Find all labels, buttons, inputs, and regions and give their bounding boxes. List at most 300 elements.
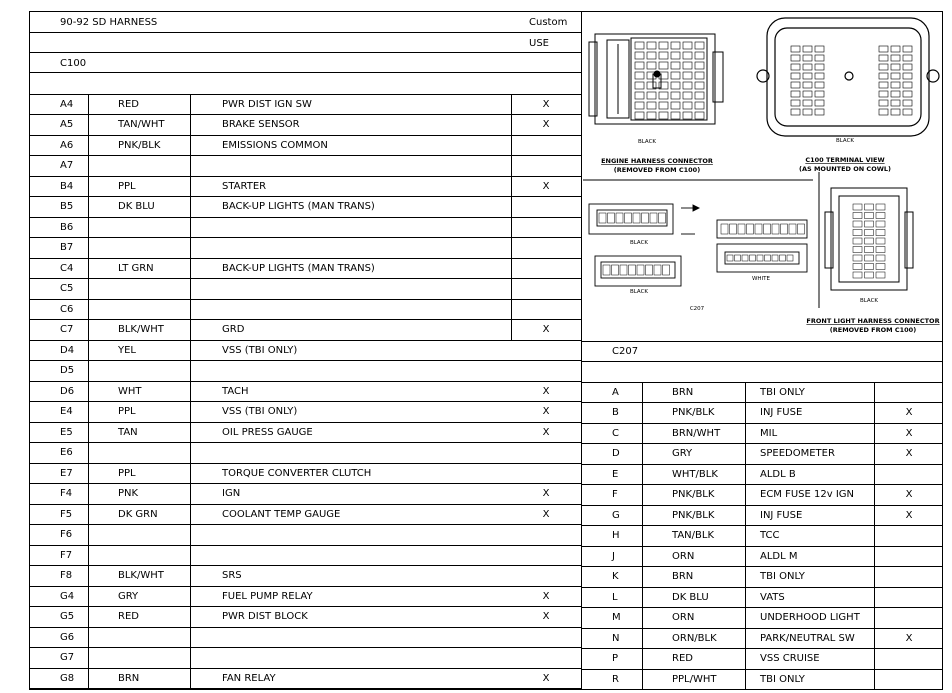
wire-color-cell: WHT/BLK <box>672 468 718 480</box>
c100-pin-cell <box>891 100 900 106</box>
circuit-cell: SPEEDOMETER <box>760 448 835 459</box>
engine-pin-cell <box>647 102 656 109</box>
table-row-rule <box>29 401 581 402</box>
engine-pin-cell <box>683 42 692 49</box>
wire-color-cell: BRN <box>118 672 140 684</box>
engine-pin-cell <box>671 82 680 89</box>
pin-cell: C7 <box>60 324 74 335</box>
c100-pin-cell <box>879 55 888 61</box>
wire-color-cell: PNK/BLK <box>672 407 715 418</box>
front-pin-cell <box>853 221 862 227</box>
engine-pin-grid <box>635 42 704 119</box>
c100-pin-cell <box>815 46 824 52</box>
engine-pin-cell <box>671 92 680 99</box>
pin-cell: F <box>612 489 618 500</box>
wire-color-cell: WHT <box>118 385 142 397</box>
c100-pin-cell <box>903 100 912 106</box>
circuit-cell: MIL <box>760 427 778 439</box>
pin-cell: D <box>612 448 620 459</box>
circuit-cell: TACH <box>222 385 249 397</box>
pin-cell: C4 <box>60 262 74 274</box>
pin-cell: A6 <box>60 139 74 151</box>
circuit-cell: OIL PRESS GAUGE <box>222 426 313 438</box>
wire-color-cell: ORN/BLK <box>672 632 717 644</box>
pin-cell: N <box>612 632 620 644</box>
connector-diagrams <box>583 12 942 337</box>
c100-black-text: BLACK <box>835 138 855 144</box>
table-row-rule <box>29 381 581 382</box>
wire-color-cell: PPL <box>118 180 136 192</box>
wire-color-cell: BLK/WHT <box>118 570 164 581</box>
front-pin-cell <box>853 204 862 210</box>
circuit-cell: TBI ONLY <box>760 386 805 398</box>
wire-color-cell: TAN/WHT <box>118 119 165 130</box>
circuit-cell: FUEL PUMP RELAY <box>222 590 313 602</box>
c207-pin-cell <box>663 265 670 275</box>
table-row-rule <box>29 442 581 443</box>
c100-pin-cell <box>879 100 888 106</box>
pin-cell: A5 <box>60 119 74 130</box>
pin-cell: J <box>612 550 615 562</box>
pin-cell: C6 <box>60 303 74 315</box>
c100-pin-cell <box>815 73 824 79</box>
pin-cell: R <box>612 673 619 685</box>
engine-pin-cell <box>695 52 704 59</box>
engine-pin-cell <box>635 112 644 119</box>
circuit-cell: VSS (TBI ONLY) <box>222 344 298 356</box>
table-row-rule <box>29 586 581 587</box>
table-row-rule <box>29 299 581 300</box>
front-caption-2: (REMOVED FROM C100) <box>829 326 917 334</box>
table-row-rule <box>29 237 581 238</box>
pin-cell: A7 <box>60 160 74 171</box>
engine-pin-cell <box>683 52 692 59</box>
pin-cell: D4 <box>60 344 75 356</box>
wire-color-cell: YEL <box>118 344 136 356</box>
front-pin-cell <box>876 272 885 278</box>
front-pin-cell <box>865 247 874 253</box>
c207-pin-cell <box>620 265 627 275</box>
table-row-rule <box>29 278 581 279</box>
table-row-rule <box>29 422 581 423</box>
c100-pin-cell <box>803 55 812 61</box>
use-cell: X <box>542 385 550 397</box>
use-cell: X <box>905 509 913 521</box>
circuit-cell: UNDERHOOD LIGHT <box>760 612 860 623</box>
custom-header: Custom <box>529 17 568 28</box>
c100-pin-cell <box>791 82 800 88</box>
pin-cell: F6 <box>60 529 73 540</box>
pin-cell: G5 <box>60 611 75 622</box>
engine-pin-cell <box>671 62 680 69</box>
pin-cell: D6 <box>60 385 75 397</box>
circuit-cell: BACK-UP LIGHTS (MAN TRANS) <box>222 201 375 212</box>
circuit-cell: EMISSIONS COMMON <box>222 139 328 151</box>
c207-row-rule <box>581 484 943 485</box>
c100-pin-cell <box>803 91 812 97</box>
circuit-cell: VSS CRUISE <box>760 653 820 664</box>
c207-pin-cell <box>765 255 771 261</box>
c207-row-rule <box>581 587 943 588</box>
wire-color-cell: BLK/WHT <box>118 324 164 335</box>
c100-pin-cell <box>879 46 888 52</box>
use-cell: X <box>905 489 913 500</box>
wire-color-cell: GRY <box>672 448 693 459</box>
c207-row-rule <box>581 402 943 403</box>
front-pin-cell <box>853 230 862 236</box>
c100-pin-cell <box>815 55 824 61</box>
engine-caption-1: ENGINE HARNESS CONNECTOR <box>601 157 713 165</box>
wire-color-cell: LT GRN <box>118 262 154 274</box>
engine-pin-cell <box>695 92 704 99</box>
front-pin-cell <box>853 272 862 278</box>
front-pin-grid <box>853 204 885 278</box>
table-row-rule <box>29 524 581 525</box>
c207-pin-cell <box>742 255 748 261</box>
front-pin-cell <box>853 247 862 253</box>
pin-cell: D5 <box>60 365 75 376</box>
engine-pin-cell <box>659 102 668 109</box>
c100-pin-cell <box>791 46 800 52</box>
pin-cell: F7 <box>60 549 73 561</box>
c207-pin-cell <box>608 213 615 223</box>
c207-row-rule <box>581 525 943 526</box>
use-cell: X <box>905 427 913 439</box>
c207-row-rule <box>581 546 943 547</box>
c100-pin-cell <box>803 82 812 88</box>
circuit-cell: TCC <box>760 530 780 541</box>
front-pin-cell <box>876 264 885 270</box>
c207-pin-cell <box>787 255 793 261</box>
c100-pin-cell <box>791 109 800 115</box>
c100-pin-cell <box>815 109 824 115</box>
c207-row-rule <box>581 464 943 465</box>
wire-color-cell: BRN <box>672 386 694 398</box>
front-pin-cell <box>853 264 862 270</box>
c100-pin-cell <box>791 64 800 70</box>
c100-pin-cell <box>891 91 900 97</box>
wire-color-cell: DK GRN <box>118 508 158 520</box>
engine-pin-cell <box>671 102 680 109</box>
c100-col-rule <box>88 94 89 691</box>
c207-row-rule <box>581 443 943 444</box>
c207-pin-cell <box>772 224 779 234</box>
c100-pin-cell <box>891 73 900 79</box>
engine-pin-cell <box>647 62 656 69</box>
pin-cell: B5 <box>60 201 74 212</box>
engine-pin-cell <box>671 112 680 119</box>
c100-pin-cell <box>903 73 912 79</box>
c207-pin-cell <box>646 265 653 275</box>
c207-row-rule <box>581 505 943 506</box>
c100-pin-cell <box>815 64 824 70</box>
pin-cell: E4 <box>60 406 73 417</box>
pin-cell: F5 <box>60 508 73 520</box>
circuit-cell: IGN <box>222 488 241 499</box>
use-cell: X <box>542 406 550 417</box>
c100-pin-cell <box>903 64 912 70</box>
circuit-cell: INJ FUSE <box>760 407 803 418</box>
circuit-cell: BACK-UP LIGHTS (MAN TRANS) <box>222 262 375 274</box>
c207-pin-cell <box>772 255 778 261</box>
c100-pin-cell <box>879 109 888 115</box>
table-row-rule <box>29 565 581 566</box>
table-row-rule <box>29 688 581 689</box>
engine-pin-cell <box>647 92 656 99</box>
wire-color-cell: PPL <box>118 467 136 479</box>
sheet-title: 90-92 SD HARNESS <box>60 17 158 28</box>
c207-row-rule <box>581 628 943 629</box>
table-row-rule <box>29 340 581 341</box>
table-row-rule <box>29 627 581 628</box>
c207-pin-cell <box>659 213 666 223</box>
circuit-cell: PARK/NEUTRAL SW <box>760 632 855 644</box>
table-row-rule <box>29 647 581 648</box>
table-row-rule <box>29 463 581 464</box>
table-row-rule <box>29 360 581 361</box>
c207-pin-cell <box>789 224 796 234</box>
c207-pin-cell <box>642 213 649 223</box>
circuit-cell: SRS <box>222 570 242 581</box>
use-cell: X <box>542 611 550 622</box>
use-cell: X <box>542 508 550 520</box>
c100-col-rule <box>190 94 191 691</box>
c207-pin-cell <box>612 265 619 275</box>
c207-black2-text: BLACK <box>629 289 649 295</box>
c207-white-text: WHITE <box>751 276 771 282</box>
c207-pin-cell <box>781 224 788 234</box>
c100-pin-grid <box>791 46 912 115</box>
header-rule <box>29 32 581 33</box>
table-row-rule <box>29 606 581 607</box>
c100-pin-cell <box>891 109 900 115</box>
front-pin-cell <box>865 255 874 261</box>
c100-pin-cell <box>803 46 812 52</box>
pin-cell: E <box>612 468 619 480</box>
engine-pin-cell <box>659 112 668 119</box>
engine-pin-cell <box>635 82 644 89</box>
front-pin-cell <box>876 204 885 210</box>
circuit-cell: PWR DIST IGN SW <box>222 98 312 110</box>
circuit-cell: COOLANT TEMP GAUGE <box>222 508 341 520</box>
pin-cell: G6 <box>60 631 75 643</box>
wire-color-cell: PNK <box>118 488 139 499</box>
c100-pin-cell <box>803 109 812 115</box>
c100-pin-cell <box>879 64 888 70</box>
pin-cell: B <box>612 407 619 418</box>
c207-pin-cell <box>721 224 728 234</box>
use-cell: X <box>542 98 550 110</box>
table-row-rule <box>29 504 581 505</box>
pin-cell: B4 <box>60 180 74 192</box>
wire-color-cell: ORN <box>672 612 695 623</box>
c100-pin-cell <box>903 82 912 88</box>
engine-pin-cell <box>671 52 680 59</box>
pin-cell: K <box>612 571 619 582</box>
wire-color-cell: BRN/WHT <box>672 427 721 439</box>
wire-color-cell: BRN <box>672 571 694 582</box>
front-pin-cell <box>865 213 874 219</box>
c100-pin-cell <box>815 82 824 88</box>
table-row-rule <box>29 176 581 177</box>
diagram-bottom-rule <box>581 341 943 342</box>
c207-col-rule <box>874 382 875 691</box>
use-cell: X <box>542 119 550 130</box>
header-rule <box>29 94 581 95</box>
c100-pin-cell <box>791 73 800 79</box>
engine-pin-cell <box>659 92 668 99</box>
engine-pin-cell <box>695 42 704 49</box>
circuit-cell: TBI ONLY <box>760 673 805 685</box>
c100-pin-cell <box>803 73 812 79</box>
c207-pin-cell <box>798 224 805 234</box>
front-pin-cell <box>865 238 874 244</box>
front-pin-cell <box>876 255 885 261</box>
engine-pin-cell <box>647 112 656 119</box>
c207-pin-cell <box>738 224 745 234</box>
pin-cell: H <box>612 530 620 541</box>
circuit-cell: VATS <box>760 591 785 603</box>
pin-cell: A <box>612 386 619 398</box>
c100-pin-cell <box>891 55 900 61</box>
use-cell: X <box>905 407 913 418</box>
circuit-cell: INJ FUSE <box>760 509 803 521</box>
c207-row-rule <box>581 423 943 424</box>
c100-col-rule <box>511 94 512 342</box>
wire-color-cell: TAN/BLK <box>672 530 715 541</box>
use-cell: X <box>542 488 550 499</box>
c100-caption-1: C100 TERMINAL VIEW <box>805 156 885 164</box>
use-cell: X <box>905 632 913 644</box>
c100-pin-cell <box>879 73 888 79</box>
wire-color-cell: ORN <box>672 550 695 562</box>
engine-pin-cell <box>635 72 644 79</box>
engine-pin-cell <box>683 72 692 79</box>
front-pin-cell <box>865 221 874 227</box>
header-rule <box>29 52 581 53</box>
engine-pin-cell <box>635 42 644 49</box>
c207-row-rule <box>581 607 943 608</box>
engine-pin-cell <box>695 82 704 89</box>
wire-color-cell: GRY <box>118 590 139 602</box>
c100-pin-cell <box>791 55 800 61</box>
c100-pin-cell <box>891 82 900 88</box>
front-pin-cell <box>865 272 874 278</box>
pin-cell: G4 <box>60 590 75 602</box>
use-cell: X <box>542 590 550 602</box>
pin-cell: M <box>612 612 621 623</box>
c100-pin-cell <box>891 46 900 52</box>
wire-color-cell: RED <box>118 611 139 622</box>
table-row-rule <box>29 545 581 546</box>
pin-cell: C5 <box>60 283 74 294</box>
c207-pin-cell <box>750 255 756 261</box>
use-cell: X <box>542 426 550 438</box>
engine-pin-cell <box>659 52 668 59</box>
wire-color-cell: PNK/BLK <box>672 489 715 500</box>
table-row-rule <box>29 135 581 136</box>
circuit-cell: TBI ONLY <box>760 571 805 582</box>
pin-cell: F4 <box>60 488 73 499</box>
engine-pin-cell <box>671 42 680 49</box>
engine-pin-cell <box>647 42 656 49</box>
c100-pin-cell <box>879 82 888 88</box>
table-row-rule <box>29 196 581 197</box>
c207-label: C207 <box>612 346 639 357</box>
front-pin-cell <box>876 238 885 244</box>
circuit-cell: PWR DIST BLOCK <box>222 611 308 622</box>
circuit-cell: STARTER <box>222 180 267 192</box>
front-pin-cell <box>876 247 885 253</box>
pin-cell: G7 <box>60 652 75 663</box>
c207-pin-cell <box>757 255 763 261</box>
pin-cell: B6 <box>60 221 74 233</box>
table-row-rule <box>29 483 581 484</box>
front-pin-cell <box>865 204 874 210</box>
engine-pin-cell <box>695 112 704 119</box>
engine-pin-cell <box>695 102 704 109</box>
pin-cell: F8 <box>60 570 73 581</box>
wire-color-cell: RED <box>672 653 693 664</box>
c207-row-rule <box>581 566 943 567</box>
engine-pin-cell <box>659 62 668 69</box>
c100-pin-cell <box>903 109 912 115</box>
c100-pin-cell <box>803 100 812 106</box>
c207-header-rule <box>581 361 943 362</box>
wire-color-cell: DK BLU <box>672 591 709 603</box>
use-header: USE <box>529 38 549 49</box>
pin-cell: B7 <box>60 242 74 253</box>
c207-pin-cell <box>747 224 754 234</box>
c207-pin-cell <box>637 265 644 275</box>
wire-color-cell: RED <box>118 98 139 110</box>
front-black-text: BLACK <box>859 298 879 304</box>
c207-pin-cell <box>650 213 657 223</box>
c207-row-rule <box>581 648 943 649</box>
c100-pin-cell <box>791 91 800 97</box>
pin-cell: A4 <box>60 98 74 110</box>
front-pin-cell <box>853 238 862 244</box>
c100-pin-cell <box>903 55 912 61</box>
header-rule <box>29 72 581 73</box>
engine-pin-cell <box>635 52 644 59</box>
table-row-rule <box>29 114 581 115</box>
connector-diagram-svg <box>583 12 942 337</box>
engine-pin-cell <box>635 62 644 69</box>
c207-pin-cell <box>735 255 741 261</box>
front-light-connector <box>825 188 913 290</box>
wire-color-cell: PNK/BLK <box>672 509 715 521</box>
c207-pin-cell <box>633 213 640 223</box>
c207-header-rule <box>581 382 943 383</box>
c100-caption-2: (AS MOUNTED ON COWL) <box>799 165 891 173</box>
engine-pin-cell <box>635 102 644 109</box>
circuit-cell: FAN RELAY <box>222 672 276 684</box>
engine-pin-cell <box>671 72 680 79</box>
circuit-cell: TORQUE CONVERTER CLUTCH <box>222 467 372 479</box>
c207-pin-cell <box>603 265 610 275</box>
pin-cell: C <box>612 427 619 439</box>
table-row-rule <box>29 319 581 320</box>
engine-caption-2: (REMOVED FROM C100) <box>613 166 701 174</box>
engine-pin-cell <box>695 62 704 69</box>
use-cell: X <box>542 324 550 335</box>
engine-pin-cell <box>683 62 692 69</box>
table-row-rule <box>29 217 581 218</box>
c100-pin-cell <box>815 91 824 97</box>
c100-pin-cell <box>879 91 888 97</box>
circuit-cell: VSS (TBI ONLY) <box>222 406 298 417</box>
